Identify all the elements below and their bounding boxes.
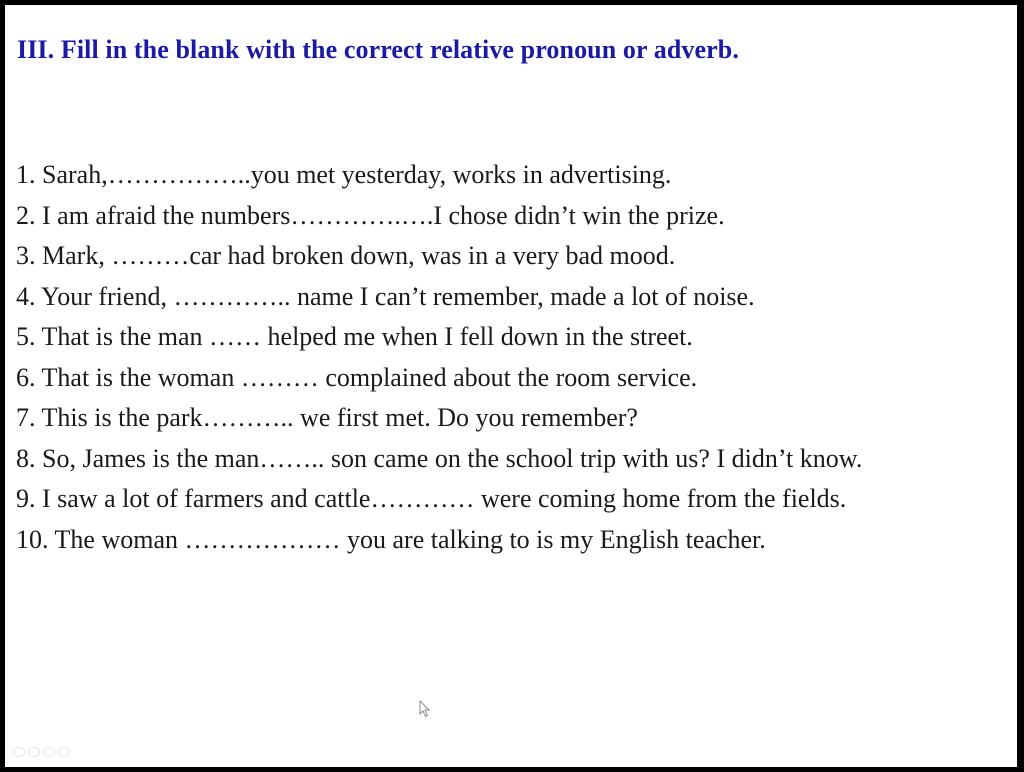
question-item: 10. The woman ……………… you are talking to is my English teacher. — [16, 524, 766, 554]
question-list — [16, 155, 1011, 560]
question-item: 3. Mark, ………car had broken down, was in a very bad mood. — [16, 241, 676, 270]
question-item: 6. That is the woman ……… complained about the room service. — [16, 362, 698, 392]
slide-navigation-icon[interactable] — [13, 747, 70, 757]
nav-previous-icon[interactable] — [13, 747, 25, 757]
question-item: 1. Sarah,……………..you met yesterday, works in advertising. — [16, 160, 672, 189]
question-item: 5. That is the man …… helped me when I fell down in the street. — [16, 322, 693, 351]
slide — [5, 5, 1017, 767]
nav-next-icon[interactable] — [58, 747, 70, 757]
question-item: 2. I am afraid the numbers………….….I chose didn’t win the prize. — [16, 200, 725, 230]
question-item: 7. This is the park……….. we first met. Do you remember? — [16, 403, 638, 432]
question-item: 4. Your friend, ………….. name I can’t remember, made a lot of noise. — [16, 281, 755, 311]
nav-pen-icon[interactable] — [43, 747, 55, 757]
question-item: 8. So, James is the man…….. son came on the school trip with us? I didn’t know. — [16, 443, 863, 473]
question-item: 9. I saw a lot of farmers and cattle………… were coming home from the fields. — [16, 484, 847, 513]
exercise-title: III. Fill in the blank with the correct relative pronoun or adverb. — [17, 35, 739, 64]
nav-menu-icon[interactable] — [28, 747, 40, 757]
mouse-pointer-icon — [419, 700, 433, 718]
